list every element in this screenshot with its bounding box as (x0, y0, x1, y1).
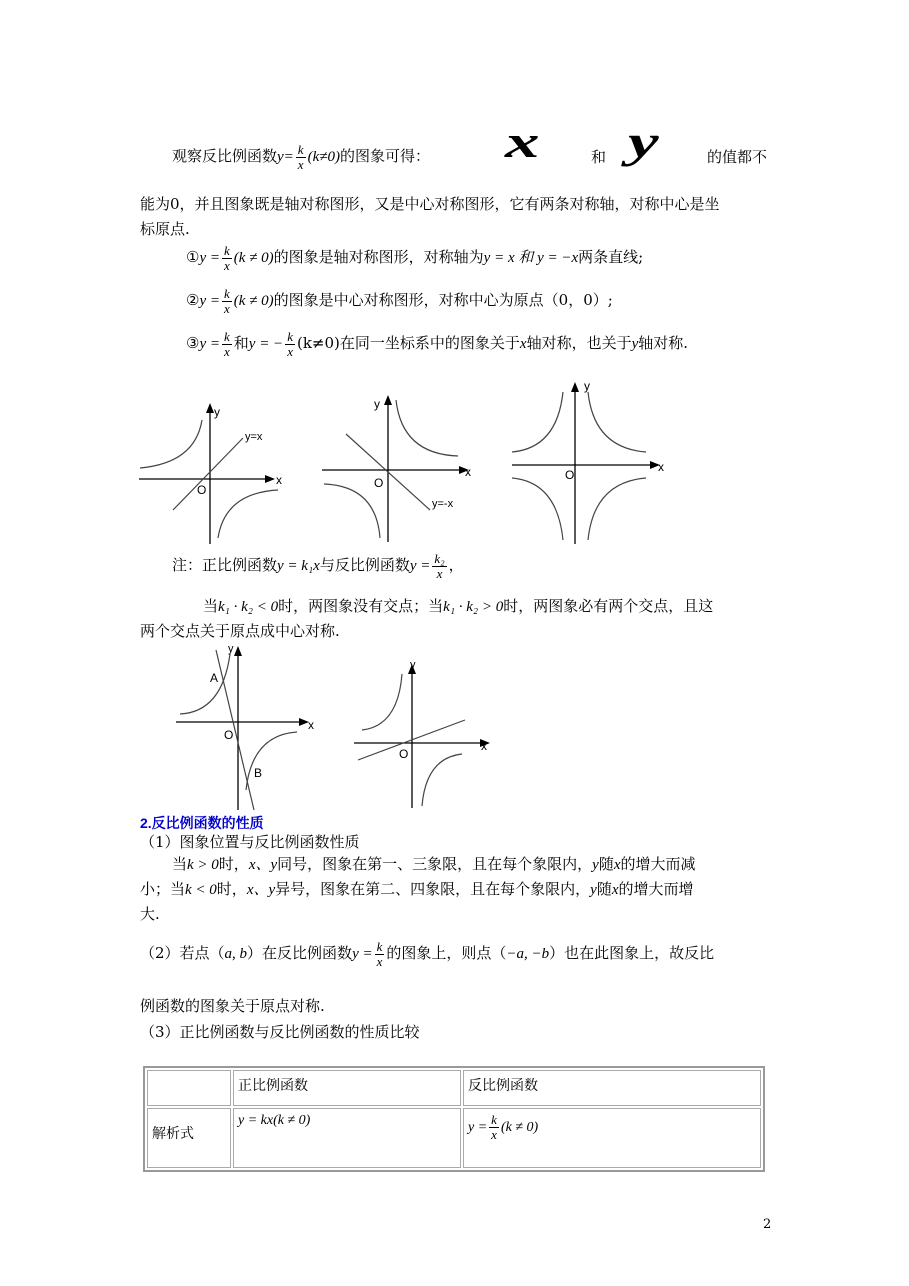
item-3-text: 在同一坐标系中的图象关于 (339, 334, 520, 353)
g4-b-label: B (254, 766, 263, 780)
intro-prefix: 观察反比例函数 (172, 147, 278, 166)
p2-d: ）也在此图象上，故反比 (549, 944, 715, 963)
p1-x: x (613, 857, 621, 873)
page-number: 2 (763, 1217, 772, 1232)
note-mid: 与反比例函数 (319, 556, 410, 575)
note-f2-fraction: $\frac{\text{k₂}}{x}$ (434, 551, 445, 581)
table-header-row (147, 1070, 761, 1106)
note-f1: y = k₁x (277, 558, 320, 575)
p1-l1c: 同号，图象在第一、三象限，且在每个象限内， (277, 855, 593, 873)
item-3-num: ③ (186, 334, 200, 353)
table-fraction: $\frac{k}{x}$ (491, 1112, 497, 1142)
note-l2b: 时，两图象没有交点；当 (278, 597, 444, 615)
p1-l1b: 时， (218, 855, 249, 873)
p1-l1a: 当 (172, 855, 188, 873)
p1-l1d: 随 (598, 855, 614, 873)
table-header-cell: 反比例函数 (463, 1070, 761, 1106)
g2-x-label: x (465, 465, 471, 479)
intro-formula-cond: (k≠0) (307, 149, 340, 166)
g2-y-label: y (374, 397, 380, 411)
intro-formula-y: y= (277, 149, 294, 166)
g2-o-label: O (374, 476, 384, 490)
table-header-cell (147, 1070, 231, 1106)
p1-xy-2: x、y (246, 882, 276, 898)
g5-x-label: x (481, 739, 487, 753)
g5-o-label: O (399, 747, 409, 761)
p1-y-2: y (590, 882, 597, 898)
g4-x-label: x (308, 718, 314, 732)
graph-4 (172, 640, 322, 812)
note-line-1: 注：正比例函数y = k₁x与反比例函数y = $\frac{\text{k₂}}{x}$ ， (172, 551, 464, 581)
intro-line-1 (172, 143, 430, 171)
g1-x-label: x (276, 473, 282, 487)
table-cell: 解析式 (147, 1108, 231, 1168)
intro-line-3: 标原点. (140, 220, 190, 238)
table-row (147, 1108, 761, 1168)
item-1-tail: 两条直线; (578, 248, 644, 267)
graph-2 (318, 392, 478, 544)
graph-3 (508, 378, 670, 546)
item-2-text: 的图象是中心对称图形，对称中心为原点（0，0）; (273, 291, 613, 310)
table-header-cell: 正比例函数 (233, 1070, 461, 1106)
note-tail: ， (448, 556, 464, 575)
p1-title: （1）图象位置与反比例函数性质 (140, 833, 360, 851)
p1-y: y (592, 857, 599, 873)
note-c2: k₁ · k₂ > 0 (443, 599, 504, 615)
item-1: ①y = $\frac{k}{x}$ (k ≠ 0)的图象是轴对称图形，对称轴为y = x 和 y = −x两条直线; (186, 243, 644, 273)
g3-o-label: O (565, 468, 575, 482)
item-3-x: x (519, 336, 527, 353)
item-1-text: 的图象是轴对称图形，对称轴为 (273, 248, 484, 267)
intro-formula-fraction: $\frac{k}{x}$ (297, 142, 304, 172)
note-c1: k₁ · k₂ < 0 (218, 599, 279, 615)
section-2-title: 2.反比例函数的性质 (140, 815, 264, 831)
graph-5 (350, 658, 500, 810)
p2-pt2: −a, −b (506, 946, 550, 963)
p1-x-2: x (611, 882, 619, 898)
p1-l2e: 的增大而增 (618, 880, 694, 898)
note-l2a: 当 (203, 597, 219, 615)
item-1-num: ① (186, 248, 200, 267)
p2-c: 的图象上，则点（ (386, 944, 507, 963)
p3-title: （3）正比例函数与反比例函数的性质比较 (140, 1023, 420, 1041)
p1-l2c: 异号，图象在第二、四象限，且在每个象限内， (275, 880, 591, 898)
graph-1 (135, 398, 285, 546)
p1-line-2 (140, 878, 694, 899)
note-prefix: 注：正比例函数 (172, 556, 278, 575)
item-2: ②y = $\frac{k}{x}$ (k ≠ 0)的图象是中心对称图形，对称中心为原点（0，0）; (186, 286, 613, 316)
item-3-y: y (631, 336, 639, 353)
g3-y-label: y (584, 379, 590, 393)
table-cell: y = $\frac{k}{x}$ (k ≠ 0) (463, 1108, 761, 1168)
intro-line-2: 能为0，并且图象既是轴对称图形，又是中心对称图形，它有两条对称轴，对称中心是坐 (140, 195, 720, 213)
note-l2c: 时，两图象必有两个交点，且这 (503, 597, 714, 615)
p1-xy: x、y (248, 857, 278, 873)
p2-line-2: 例函数的图象关于原点对称. (140, 997, 325, 1015)
p2-a: （2）若点（ (140, 944, 225, 963)
g1-y-label: y (214, 405, 220, 419)
p1-l2a: 小；当 (140, 880, 186, 898)
item-2-num: ② (186, 291, 200, 310)
p1-line-3: 大. (140, 905, 160, 923)
p2-fraction: $\frac{k}{x}$ (376, 939, 383, 969)
g1-o-label: O (197, 483, 207, 497)
table-cell-formula: y = kx(k ≠ 0) (238, 1113, 311, 1128)
p1-c2: k < 0 (185, 882, 217, 898)
note-line-2 (203, 595, 713, 616)
intro-mid: 的图象可得： (339, 147, 430, 166)
g2-line-label: y=-x (432, 498, 454, 510)
g4-y-label: y (228, 643, 234, 655)
p2-b: ）在反比例函数 (247, 944, 353, 963)
item-1-axes: y = x 和 y = −x (483, 250, 579, 267)
item-3-cond: (k≠0) (296, 334, 340, 353)
g4-o-label: O (224, 728, 234, 742)
p2-pt: a, b (224, 946, 248, 963)
g3-x-label: x (658, 460, 664, 474)
g5-y-label: y (410, 659, 416, 671)
note-line-3: 两个交点关于原点成中心对称. (140, 622, 340, 640)
item-3-tail: 轴对称. (638, 334, 689, 353)
big-y-letter: y (628, 116, 659, 167)
p1-line-1 (172, 853, 696, 874)
intro-suffix: 的值都不 (707, 148, 768, 166)
table-cell (233, 1108, 461, 1168)
item-3: ③y = $\frac{k}{x}$ 和y = − $\frac{k}{x}$ (k≠0)在同一坐标系中的图象关于x轴对称，也关于y轴对称. (186, 329, 689, 359)
p1-c1: k > 0 (187, 857, 219, 873)
g4-a-label: A (210, 671, 219, 685)
p1-l1e: 的增大而减 (620, 855, 696, 873)
p2-line-1: （2）若点（a, b）在反比例函数y = $\frac{k}{x}$ 的图象上，则点（−a, −b）也在此图象上，故反比 (140, 939, 715, 969)
g1-line-label: y=x (245, 431, 263, 443)
p1-l2b: 时， (216, 880, 247, 898)
big-x-letter: x (505, 116, 540, 167)
comparison-table (143, 1066, 765, 1172)
intro-he: 和 (591, 148, 607, 166)
item-3-mid: 轴对称，也关于 (526, 334, 632, 353)
p1-l2d: 随 (596, 880, 612, 898)
